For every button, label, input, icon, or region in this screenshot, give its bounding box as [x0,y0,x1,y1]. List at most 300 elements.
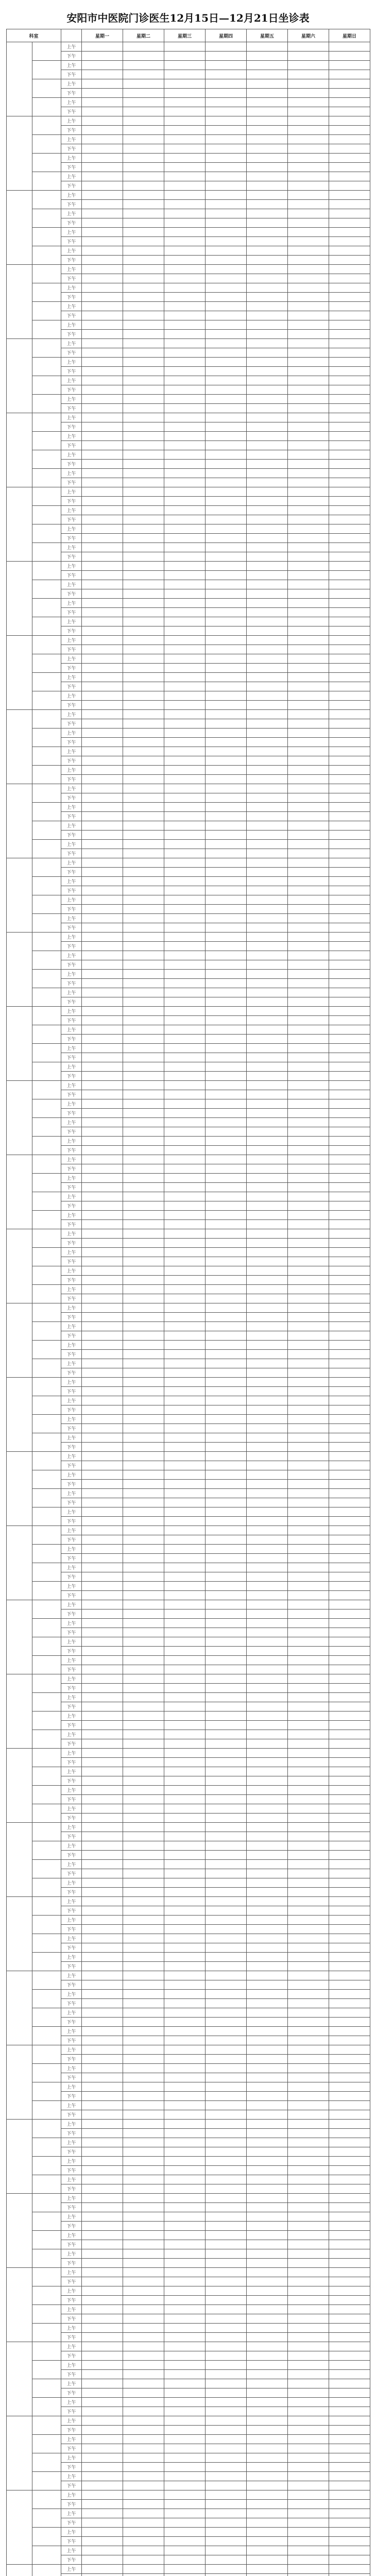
table-row [7,1582,370,1591]
doctor-cell [164,2027,206,2036]
doctor-cell [206,970,247,979]
doctor-cell [164,2351,206,2361]
doctor-cell [329,1758,370,1767]
doctor-cell [206,2314,247,2324]
doctor-cell [329,237,370,246]
doctor-cell [123,766,164,775]
doctor-cell [206,1062,247,1072]
doctor-cell [329,1693,370,1702]
doctor-cell [82,2286,123,2296]
doctor-cell [82,1396,123,1405]
doctor-cell [164,2092,206,2101]
subdept-cell [32,2027,61,2045]
doctor-cell [247,1461,288,1470]
doctor-cell [247,1878,288,1888]
doctor-cell [164,691,206,701]
doctor-cell [247,1572,288,1582]
doctor-cell [123,2129,164,2138]
session-cell: 上午 [61,784,82,793]
session-cell: 下午 [61,2055,82,2064]
doctor-cell [82,2435,123,2444]
doctor-cell [164,2407,206,2416]
doctor-cell [123,478,164,487]
doctor-cell [206,1814,247,1823]
doctor-cell [164,1433,206,1443]
doctor-cell [288,784,329,793]
doctor-cell [164,515,206,524]
doctor-cell [164,1424,206,1433]
subdept-cell [32,1025,61,1044]
doctor-cell [288,2416,329,2426]
table-row [7,1767,370,1776]
doctor-cell [247,2203,288,2212]
doctor-cell [206,126,247,135]
doctor-cell [247,1480,288,1489]
doctor-cell [123,2342,164,2351]
doctor-cell [288,1155,329,1164]
doctor-cell [164,1322,206,1331]
doctor-cell [164,1239,206,1248]
doctor-cell [247,61,288,70]
doctor-cell [82,1934,123,1943]
doctor-cell [329,2203,370,2212]
doctor-cell [164,256,206,265]
doctor-cell [82,1637,123,1647]
subdept-cell [32,710,61,728]
header-day-1: 星期一 [82,29,123,42]
doctor-cell [206,1099,247,1109]
doctor-cell [329,2518,370,2528]
table-row [7,2036,370,2045]
doctor-cell [206,1229,247,1239]
table-row [7,1359,370,1368]
doctor-cell [82,2008,123,2018]
session-cell: 下午 [61,1795,82,1804]
doctor-cell [82,803,123,812]
doctor-cell [329,1276,370,1285]
doctor-cell [329,61,370,70]
doctor-cell [164,1767,206,1776]
doctor-cell [329,1489,370,1498]
doctor-cell [288,673,329,682]
doctor-cell [206,1888,247,1897]
session-cell: 上午 [61,1637,82,1647]
doctor-cell [288,1266,329,1276]
subdept-cell [32,2342,61,2361]
doctor-cell [288,756,329,766]
doctor-cell [288,376,329,385]
doctor-cell [123,1860,164,1869]
doctor-cell [123,2073,164,2082]
doctor-cell [164,2018,206,2027]
doctor-cell [247,589,288,599]
doctor-cell [164,209,206,218]
doctor-cell [288,2361,329,2370]
doctor-cell [329,626,370,636]
doctor-cell [82,1146,123,1155]
doctor-cell [247,1776,288,1786]
session-cell: 下午 [61,1517,82,1526]
doctor-cell [164,2073,206,2082]
doctor-cell [247,1962,288,1971]
doctor-cell [329,218,370,228]
doctor-cell [123,803,164,812]
doctor-cell [247,348,288,358]
doctor-cell [329,1257,370,1266]
doctor-cell [164,599,206,608]
doctor-cell [206,61,247,70]
doctor-cell [123,2500,164,2509]
subdept-cell [32,1990,61,2008]
doctor-cell [288,1331,329,1341]
session-cell: 下午 [61,144,82,154]
table-row [7,1739,370,1749]
doctor-cell [164,2463,206,2472]
dept-cell [7,1971,32,2045]
doctor-cell [123,2426,164,2435]
subdept-cell [32,1229,61,1248]
session-cell: 上午 [61,1674,82,1684]
doctor-cell [288,2064,329,2073]
doctor-cell [123,1016,164,1025]
doctor-cell [82,209,123,218]
subdept-cell [32,1693,61,1711]
doctor-cell [164,460,206,469]
doctor-cell [329,1146,370,1155]
doctor-cell [329,1665,370,1674]
doctor-cell [329,747,370,756]
doctor-cell [247,1424,288,1433]
session-cell: 上午 [61,1953,82,1962]
doctor-cell [206,2286,247,2296]
table-row [7,1545,370,1554]
doctor-cell [329,2240,370,2249]
header-day-5: 星期五 [247,29,288,42]
subdept-cell [32,747,61,766]
doctor-cell [329,1359,370,1368]
doctor-cell [329,2157,370,2166]
table-row [7,1591,370,1600]
table-row [7,1229,370,1239]
doctor-cell [206,469,247,478]
doctor-cell [82,1860,123,1869]
doctor-cell [288,2370,329,2379]
doctor-cell [206,2175,247,2184]
doctor-cell [247,2342,288,2351]
doctor-cell [288,1711,329,1721]
doctor-cell [164,2388,206,2398]
doctor-cell [247,1721,288,1730]
doctor-cell [206,2574,247,2576]
doctor-cell [206,1628,247,1637]
doctor-cell [288,1693,329,1702]
session-cell: 上午 [61,673,82,682]
subdept-cell [32,191,61,209]
session-cell: 上午 [61,2101,82,2110]
doctor-cell [247,617,288,626]
session-cell: 上午 [61,1786,82,1795]
doctor-cell [288,1137,329,1146]
doctor-cell [329,1007,370,1016]
doctor-cell [329,2537,370,2546]
doctor-cell [164,2277,206,2286]
doctor-cell [206,979,247,988]
doctor-cell [329,1313,370,1322]
doctor-cell [288,61,329,70]
table-row [7,664,370,673]
doctor-cell [329,2184,370,2194]
table-row [7,42,370,52]
doctor-cell [206,1721,247,1730]
doctor-cell [329,1498,370,1507]
doctor-cell [247,1498,288,1507]
doctor-cell [123,1415,164,1424]
doctor-cell [82,2342,123,2351]
doctor-cell [164,1035,206,1044]
doctor-cell [82,1925,123,1934]
doctor-cell [206,1368,247,1378]
table-row [7,654,370,664]
doctor-cell [247,914,288,923]
doctor-cell [288,933,329,942]
doctor-cell [82,1016,123,1025]
doctor-cell [288,1897,329,1906]
subdept-cell [32,784,61,803]
doctor-cell [123,2249,164,2259]
doctor-cell [288,970,329,979]
doctor-cell [329,1656,370,1665]
doctor-cell [247,1953,288,1962]
doctor-cell [247,1044,288,1053]
table-row [7,1971,370,1980]
table-row [7,506,370,515]
doctor-cell [82,1749,123,1758]
doctor-cell [206,1025,247,1035]
subdept-cell [32,2379,61,2398]
doctor-cell [82,1405,123,1415]
doctor-cell [206,942,247,951]
session-cell: 上午 [61,450,82,460]
doctor-cell [288,1322,329,1331]
doctor-cell [206,1656,247,1665]
doctor-cell [206,2509,247,2518]
doctor-cell [206,1674,247,1684]
doctor-cell [123,1637,164,1647]
doctor-cell [247,2296,288,2305]
table-row [7,608,370,617]
doctor-cell [247,1201,288,1211]
doctor-cell [82,951,123,960]
doctor-cell [82,1470,123,1480]
session-cell: 下午 [61,2296,82,2305]
doctor-cell [206,803,247,812]
doctor-cell [247,1433,288,1443]
doctor-cell [123,2444,164,2453]
doctor-cell [206,1776,247,1786]
doctor-cell [164,1470,206,1480]
subdept-cell [32,1526,61,1545]
doctor-cell [329,330,370,339]
doctor-cell [206,1081,247,1090]
table-row [7,933,370,942]
session-cell: 上午 [61,395,82,404]
doctor-cell [123,1545,164,1554]
doctor-cell [123,1563,164,1572]
doctor-cell [164,1647,206,1656]
doctor-cell [206,2398,247,2407]
doctor-cell [288,218,329,228]
doctor-cell [206,933,247,942]
dept-cell [7,339,32,413]
doctor-cell [164,1841,206,1851]
subdept-cell [32,895,61,914]
session-cell: 上午 [61,2064,82,2073]
doctor-cell [329,1674,370,1684]
doctor-cell [329,1517,370,1526]
session-cell: 下午 [61,2407,82,2416]
doctor-cell [247,1081,288,1090]
doctor-cell [329,1025,370,1035]
doctor-cell [329,2082,370,2092]
doctor-cell [164,571,206,580]
doctor-cell [329,2361,370,2370]
session-cell: 下午 [61,1739,82,1749]
session-cell: 下午 [61,552,82,562]
doctor-cell [164,1174,206,1183]
table-row [7,2277,370,2286]
doctor-cell [123,2045,164,2055]
doctor-cell [329,2277,370,2286]
session-cell: 下午 [61,89,82,98]
doctor-cell [206,1424,247,1433]
doctor-cell [247,1925,288,1934]
table-row [7,2463,370,2472]
doctor-cell [123,1591,164,1600]
session-cell: 下午 [61,886,82,895]
doctor-cell [82,1943,123,1953]
session-cell: 上午 [61,154,82,163]
doctor-cell [206,2361,247,2370]
doctor-cell [123,886,164,895]
table-row [7,116,370,126]
doctor-cell [288,1405,329,1415]
doctor-cell [164,1313,206,1322]
table-row [7,1832,370,1841]
doctor-cell [329,1888,370,1897]
session-cell: 上午 [61,302,82,311]
doctor-cell [82,2333,123,2342]
doctor-cell [206,701,247,710]
table-row [7,2064,370,2073]
doctor-cell [329,70,370,79]
doctor-cell [82,1368,123,1378]
doctor-cell [329,450,370,460]
table-row [7,2426,370,2435]
doctor-cell [247,951,288,960]
session-cell: 上午 [61,116,82,126]
table-row [7,1489,370,1498]
doctor-cell [288,1804,329,1814]
doctor-cell [164,1832,206,1841]
doctor-cell [123,1693,164,1702]
doctor-cell [288,1943,329,1953]
doctor-cell [247,2194,288,2203]
session-cell: 下午 [61,1554,82,1563]
doctor-cell [164,1099,206,1109]
page-title: 安阳市中医院门诊医生12月15日—12月21日坐诊表 [66,12,310,24]
doctor-cell [123,441,164,450]
dept-cell [7,2268,32,2342]
doctor-cell [247,246,288,256]
doctor-cell [82,1461,123,1470]
doctor-cell [206,1832,247,1841]
doctor-cell [164,812,206,821]
doctor-cell [123,1600,164,1609]
doctor-cell [82,2407,123,2416]
doctor-cell [82,2444,123,2453]
subdept-cell [32,1378,61,1396]
doctor-cell [206,1201,247,1211]
session-cell: 上午 [61,1266,82,1276]
doctor-cell [247,2147,288,2157]
session-cell: 下午 [61,274,82,283]
session-cell: 上午 [61,1730,82,1739]
table-row [7,1090,370,1099]
doctor-cell [288,1572,329,1582]
doctor-cell [164,2120,206,2129]
subdept-cell [32,543,61,562]
doctor-cell [82,784,123,793]
session-cell: 下午 [61,1146,82,1155]
doctor-cell [206,1925,247,1934]
doctor-cell [123,970,164,979]
doctor-cell [329,988,370,997]
session-cell: 上午 [61,1192,82,1201]
doctor-cell [82,135,123,144]
doctor-cell [206,1619,247,1628]
doctor-cell [329,246,370,256]
doctor-cell [164,1480,206,1489]
doctor-cell [82,2268,123,2277]
doctor-cell [288,1758,329,1767]
doctor-cell [164,450,206,460]
table-row [7,1619,370,1628]
doctor-cell [164,534,206,543]
table-row [7,181,370,191]
doctor-cell [82,1832,123,1841]
doctor-cell [82,358,123,367]
doctor-cell [164,2324,206,2333]
doctor-cell [247,163,288,172]
doctor-cell [247,450,288,460]
session-cell: 上午 [61,2045,82,2055]
table-row [7,701,370,710]
doctor-cell [288,200,329,209]
doctor-cell [247,1109,288,1118]
doctor-cell [288,877,329,886]
doctor-cell [206,2129,247,2138]
session-cell: 下午 [61,404,82,413]
doctor-cell [164,849,206,858]
doctor-cell [288,1767,329,1776]
doctor-cell [329,1767,370,1776]
doctor-cell [288,2157,329,2166]
session-cell: 上午 [61,487,82,497]
doctor-cell [123,2388,164,2398]
doctor-cell [206,1239,247,1248]
doctor-cell [82,107,123,116]
doctor-cell [329,2212,370,2222]
